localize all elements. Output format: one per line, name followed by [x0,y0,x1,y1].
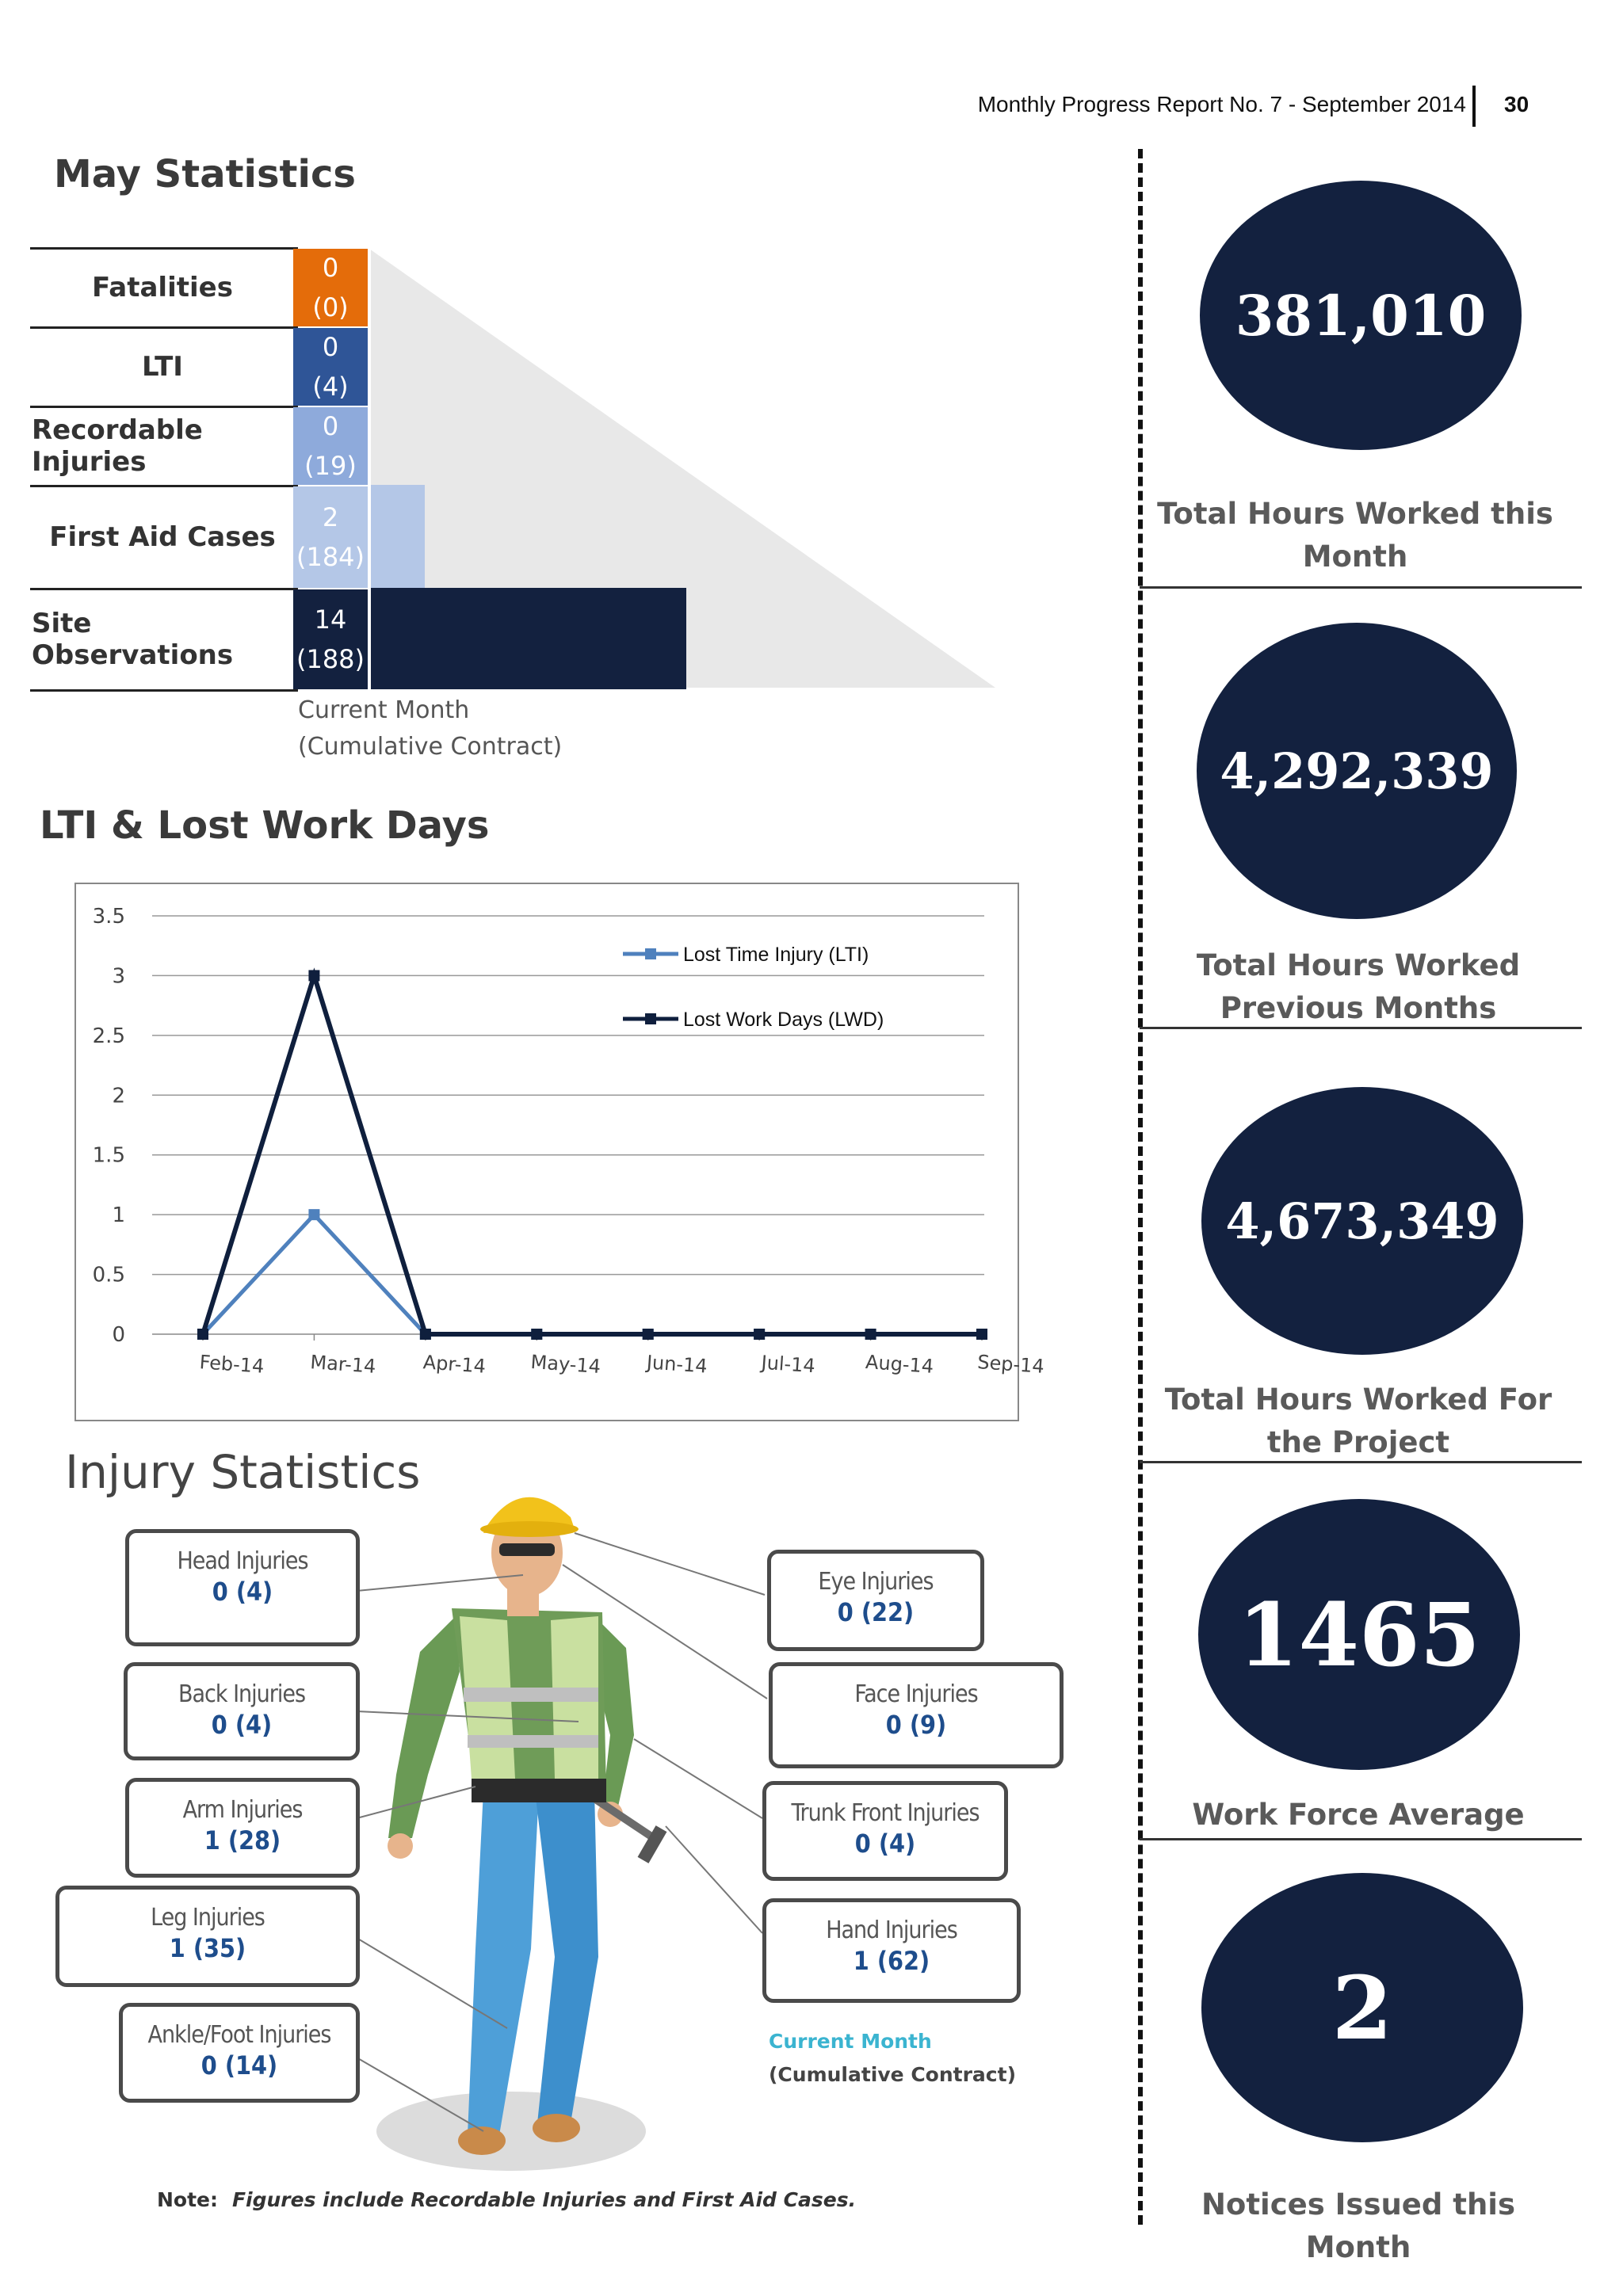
summary-divider [1140,1461,1582,1463]
lti-value: 0 (4) [293,328,368,406]
x-tick-label: May-14 [529,1350,601,1379]
y-tick-label: 1 [112,1203,125,1228]
injury-statistics-title: Injury Statistics [65,1445,421,1499]
ankle-foot-injuries-box: Ankle/Foot Injuries 0 (14) [119,2003,360,2103]
data-point [197,1329,208,1340]
data-point [308,970,319,981]
x-tick-label: Aug-14 [865,1351,935,1378]
fatalities-label: Fatalities [92,272,233,303]
first-aid-cases-label: First Aid Cases [49,521,276,553]
work-force-average-label: Work Force Average [1192,1798,1525,1832]
trunk-front-injuries-box: Trunk Front Injuries 0 (4) [762,1781,1008,1881]
hours-this-month-circle: 381,010 [1200,181,1522,450]
recordable-injuries-label: Recordable Injuries [32,414,203,478]
head-injuries-box: Head Injuries 0 (4) [125,1529,360,1646]
back-injuries-box: Back Injuries 0 (4) [124,1662,360,1760]
page-number: 30 [1504,92,1529,116]
header-divider [1472,86,1476,127]
x-tick-label: Jul-14 [760,1351,816,1378]
site-observations-label: Site Observations [32,608,234,671]
face-injuries-box: Face Injuries 0 (9) [769,1662,1064,1768]
site-observations-bar [369,588,686,689]
legend-label: Lost Time Injury (LTI) [683,944,869,966]
y-tick-label: 0 [112,1323,125,1347]
work-force-average-circle: 1465 [1198,1499,1520,1770]
fatalities-value: 0 (0) [293,249,368,326]
y-tick-label: 0.5 [92,1263,125,1287]
x-tick-label: Jun-14 [646,1351,708,1378]
data-point [976,1329,987,1340]
legend-marker [645,948,656,959]
data-point [754,1329,765,1340]
report-title: Monthly Progress Report No. 7 - September 2014 [977,92,1466,116]
lti-chart-svg [76,884,1045,1420]
data-point [865,1329,876,1340]
summary-divider [1140,586,1582,589]
arm-injuries-box: Arm Injuries 1 (28) [125,1778,360,1878]
eye-injuries-box: Eye Injuries 0 (22) [767,1550,984,1651]
hours-this-month-label: Total Hours Worked this Month [1157,497,1553,574]
y-tick-label: 3 [112,964,125,989]
hours-project-circle: 4,673,349 [1201,1087,1523,1355]
column-divider [1138,149,1143,2225]
notices-issued-circle: 2 [1201,1873,1523,2142]
x-tick-label: Mar-14 [309,1351,377,1378]
lti-section-title: LTI & Lost Work Days [40,803,490,848]
legend-label: Lost Work Days (LWD) [683,1009,884,1031]
data-point [643,1329,654,1340]
hand-injuries-box: Hand Injuries 1 (62) [762,1898,1021,2003]
summary-divider [1140,1838,1582,1840]
first-aid-cases-value: 2 (184) [293,486,368,588]
legend-marker [645,1013,656,1024]
x-tick-label: Sep-14 [976,1351,1045,1378]
hours-previous-months-circle: 4,292,339 [1197,623,1517,919]
may-statistics-title: May Statistics [54,152,356,196]
injury-legend-current: Current Month [769,2030,932,2053]
data-point [308,1209,319,1220]
lti-chart [74,883,1045,1421]
data-point [531,1329,542,1340]
y-tick-label: 3.5 [92,905,125,929]
lti-label: LTI [142,351,183,383]
x-tick-label: Apr-14 [422,1351,487,1378]
y-tick-label: 2 [112,1084,125,1108]
site-observations-value: 14 (188) [293,589,368,689]
x-tick-label: Feb-14 [198,1351,265,1378]
y-tick-label: 2.5 [92,1024,125,1048]
injury-legend-cumulative: (Cumulative Contract) [769,2063,1016,2086]
statistics-legend: Current Month (Cumulative Contract) [298,696,563,761]
notices-issued-label: Notices Issued this Month [1201,2187,1516,2264]
first-aid-bar [369,485,425,588]
leg-injuries-box: Leg Injuries 1 (35) [55,1886,360,1987]
recordable-injuries-value: 0 (19) [293,407,368,485]
hours-project-label: Total Hours Worked For the Project [1164,1383,1552,1459]
summary-divider [1140,1027,1582,1029]
data-point [420,1329,431,1340]
row-divider [30,689,298,692]
hours-previous-months-label: Total Hours Worked Previous Months [1196,948,1521,1025]
injury-note: Note: Figures include Recordable Injuries and First Aid Cases. [157,2188,857,2211]
y-tick-label: 1.5 [92,1143,125,1168]
